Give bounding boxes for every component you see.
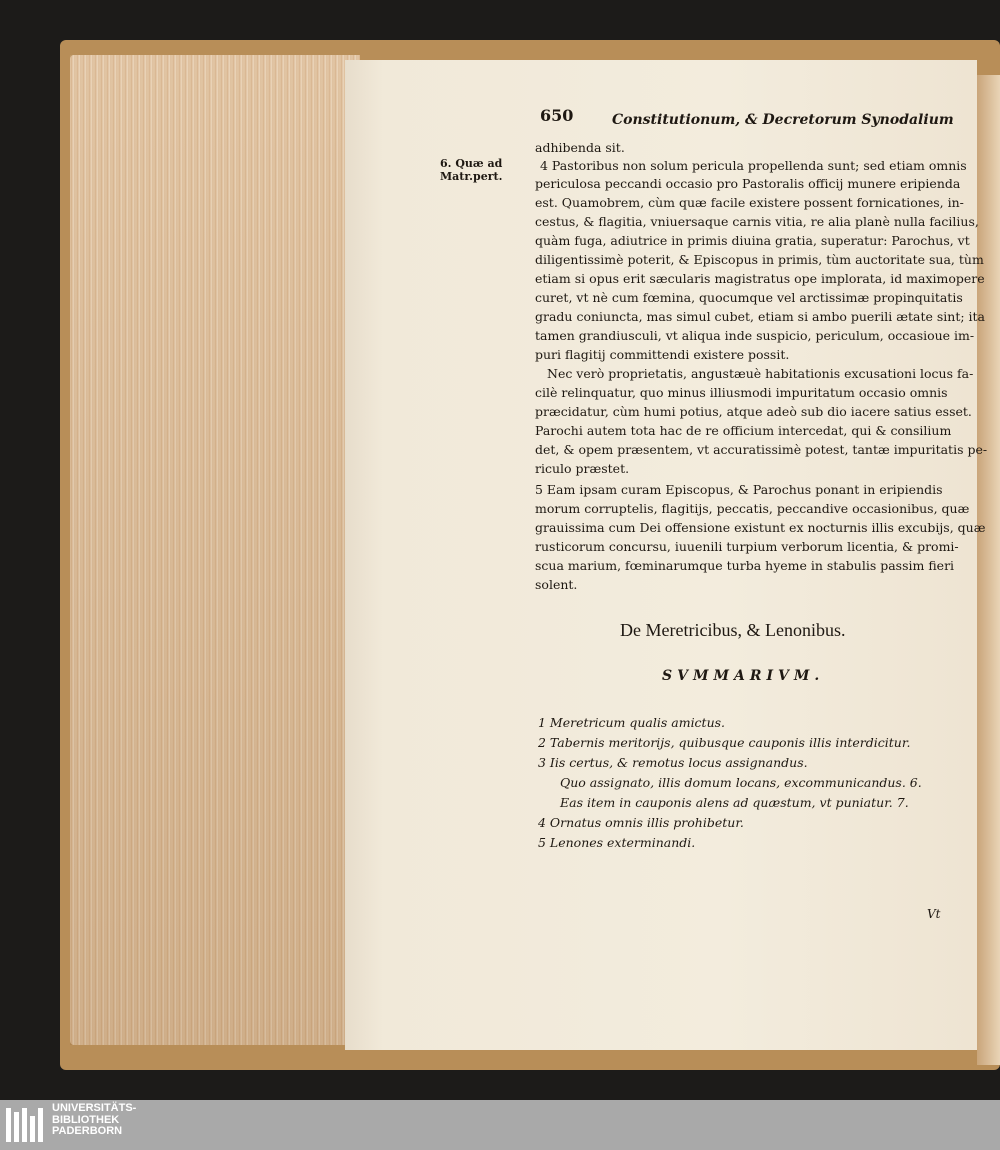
summary-item: 4 Ornatus omnis illis prohibetur. xyxy=(538,815,744,830)
body-line: 5 Eam ipsam curam Episcopus, & Parochus ponant in eripiendis xyxy=(535,482,943,497)
body-line: puri flagitij committendi existere possit. xyxy=(535,347,790,362)
summary-item: 2 Tabernis meritorijs, quibusque cauponis illis interdicitur. xyxy=(538,735,911,750)
body-line: 4 Pastoribus non solum pericula propellenda sunt; sed etiam omnis xyxy=(540,158,967,173)
body-line: cestus, & flagitia, vniuersaque carnis vitia, re alia planè nulla facilius, xyxy=(535,214,979,229)
library-name-line3: PADERBORN xyxy=(52,1125,123,1137)
library-name-line2: BIBLIOTHEK xyxy=(52,1113,120,1126)
body-line: diligentissimè poterit, & Episcopus in primis, tùm auctoritate sua, tùm xyxy=(535,252,984,267)
body-line: gradu coniuncta, mas simul cubet, etiam si ambo puerili ætate sint; ita xyxy=(535,309,985,324)
body-line: riculo præstet. xyxy=(535,461,630,476)
body-line: morum corruptelis, flagitijs, peccatis, peccandive occasionibus, quæ xyxy=(535,501,970,516)
body-line: grauissima cum Dei offensione existunt ex nocturnis illis excubijs, quæ xyxy=(535,520,986,535)
body-line: solent. xyxy=(535,577,578,592)
body-line: Parochi autem tota hac de re officium intercedat, qui & consilium xyxy=(535,423,952,438)
body-line: tamen grandiusculi, vt aliqua inde suspicio, periculum, occasioue im- xyxy=(535,328,975,343)
page-stack-edges xyxy=(70,55,360,1045)
summary-item: 5 Lenones exterminandi. xyxy=(538,835,696,850)
summary-heading: SVMMARIVM. xyxy=(662,668,825,684)
body-line: adhibenda sit. xyxy=(535,140,625,155)
body-line: quàm fuga, adiutrice in primis diuina gratia, superatur: Parochus, vt xyxy=(535,233,970,248)
right-page-edge xyxy=(977,75,1000,1065)
library-name-line1: UNIVERSITÄTS- xyxy=(52,1102,137,1114)
library-footer xyxy=(0,1100,1000,1150)
body-line: rusticorum concursu, iuuenili turpium verborum licentia, & promi- xyxy=(535,539,959,554)
running-title: Constitutionum, & Decretorum Synodalium xyxy=(612,112,954,128)
catchword: Vt xyxy=(927,907,941,921)
section-title: De Meretricibus, & Lenonibus. xyxy=(620,620,846,640)
summary-item: 1 Meretricum qualis amictus. xyxy=(538,715,726,730)
body-line: cilè relinquatur, quo minus illiusmodi impuritatum occasio omnis xyxy=(535,385,948,400)
library-name xyxy=(52,1103,136,1138)
page-number: 650 xyxy=(540,106,574,125)
summary-item: Quo assignato, illis domum locans, excommunicandus. 6. xyxy=(560,775,922,790)
body-line: periculosa peccandi occasio pro Pastoralis officij munere eripienda xyxy=(535,176,961,191)
margin-note-6: 6. Quæ ad xyxy=(440,157,503,170)
body-line: curet, vt nè cum fœmina, quocumque vel arctissimæ propinquitatis xyxy=(535,290,963,305)
margin-note-6-cont: Matr.pert. xyxy=(440,170,503,183)
summary-item: 3 Iis certus, & remotus locus assignandus. xyxy=(538,755,808,770)
body-line: det, & opem præsentem, vt accuratissimè potest, tantæ impuritatis pe- xyxy=(535,442,988,457)
summary-item: Eas item in cauponis alens ad quæstum, vt puniatur. 7. xyxy=(560,795,909,810)
body-line: etiam si opus erit sæcularis magistratus ope implorata, id maximopere xyxy=(535,271,985,286)
body-line: Nec verò proprietatis, angustæuè habitationis excusationi locus fa- xyxy=(547,366,974,381)
body-line: scua marium, fœminarumque turba hyeme in stabulis passim fieri xyxy=(535,558,955,573)
body-line: est. Quamobrem, cùm quæ facile existere possent fornicationes, in- xyxy=(535,195,964,210)
body-line: præcidatur, cùm humi potius, atque adeò sub dio iacere satius esset. xyxy=(535,404,972,419)
library-logo-icon xyxy=(6,1108,44,1142)
